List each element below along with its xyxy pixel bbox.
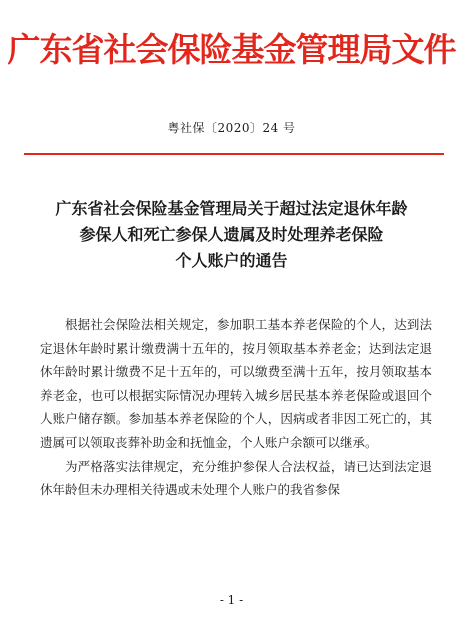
title-line-2: 参保人和死亡参保人遗属及时处理养老保险 (79, 225, 384, 244)
notice-title (20, 196, 443, 274)
body-paragraph-1: 根据社会保险法相关规定，参加职工基本养老保险的个人，达到法定退休年龄时累计缴费满十五年的，按月领取基本养老金；达到法定退休年龄时累计缴费不足十五年的，可以缴费至满十五年，按月领取基本养老金，也可以根据实际情况办理转入城乡居民基本养老保险或退回个人账户储存额。参加基本养老保险的个人，因病或者非因工死亡的，其遗属可以领取丧葬补助金和抚恤金，个人账户余额可以继承。 (40, 317, 432, 450)
masthead-org-name: 广东省社会保险基金管理局文件 (7, 30, 456, 69)
title-line-1: 广东省社会保险基金管理局关于超过法定退休年龄 (55, 199, 408, 218)
page-number: - 1 - (219, 593, 244, 607)
document-number: 粤社保〔2020〕24 号 (167, 121, 296, 135)
masthead-red-rule (24, 153, 444, 155)
notice-body (40, 313, 432, 502)
title-line-3: 个人账户的通告 (175, 251, 288, 270)
body-paragraph-2: 为严格落实法律规定，充分维护参保人合法权益，请已达到法定退休年龄但未办理相关待遇或未处理个人账户的我省参保 (40, 458, 432, 498)
